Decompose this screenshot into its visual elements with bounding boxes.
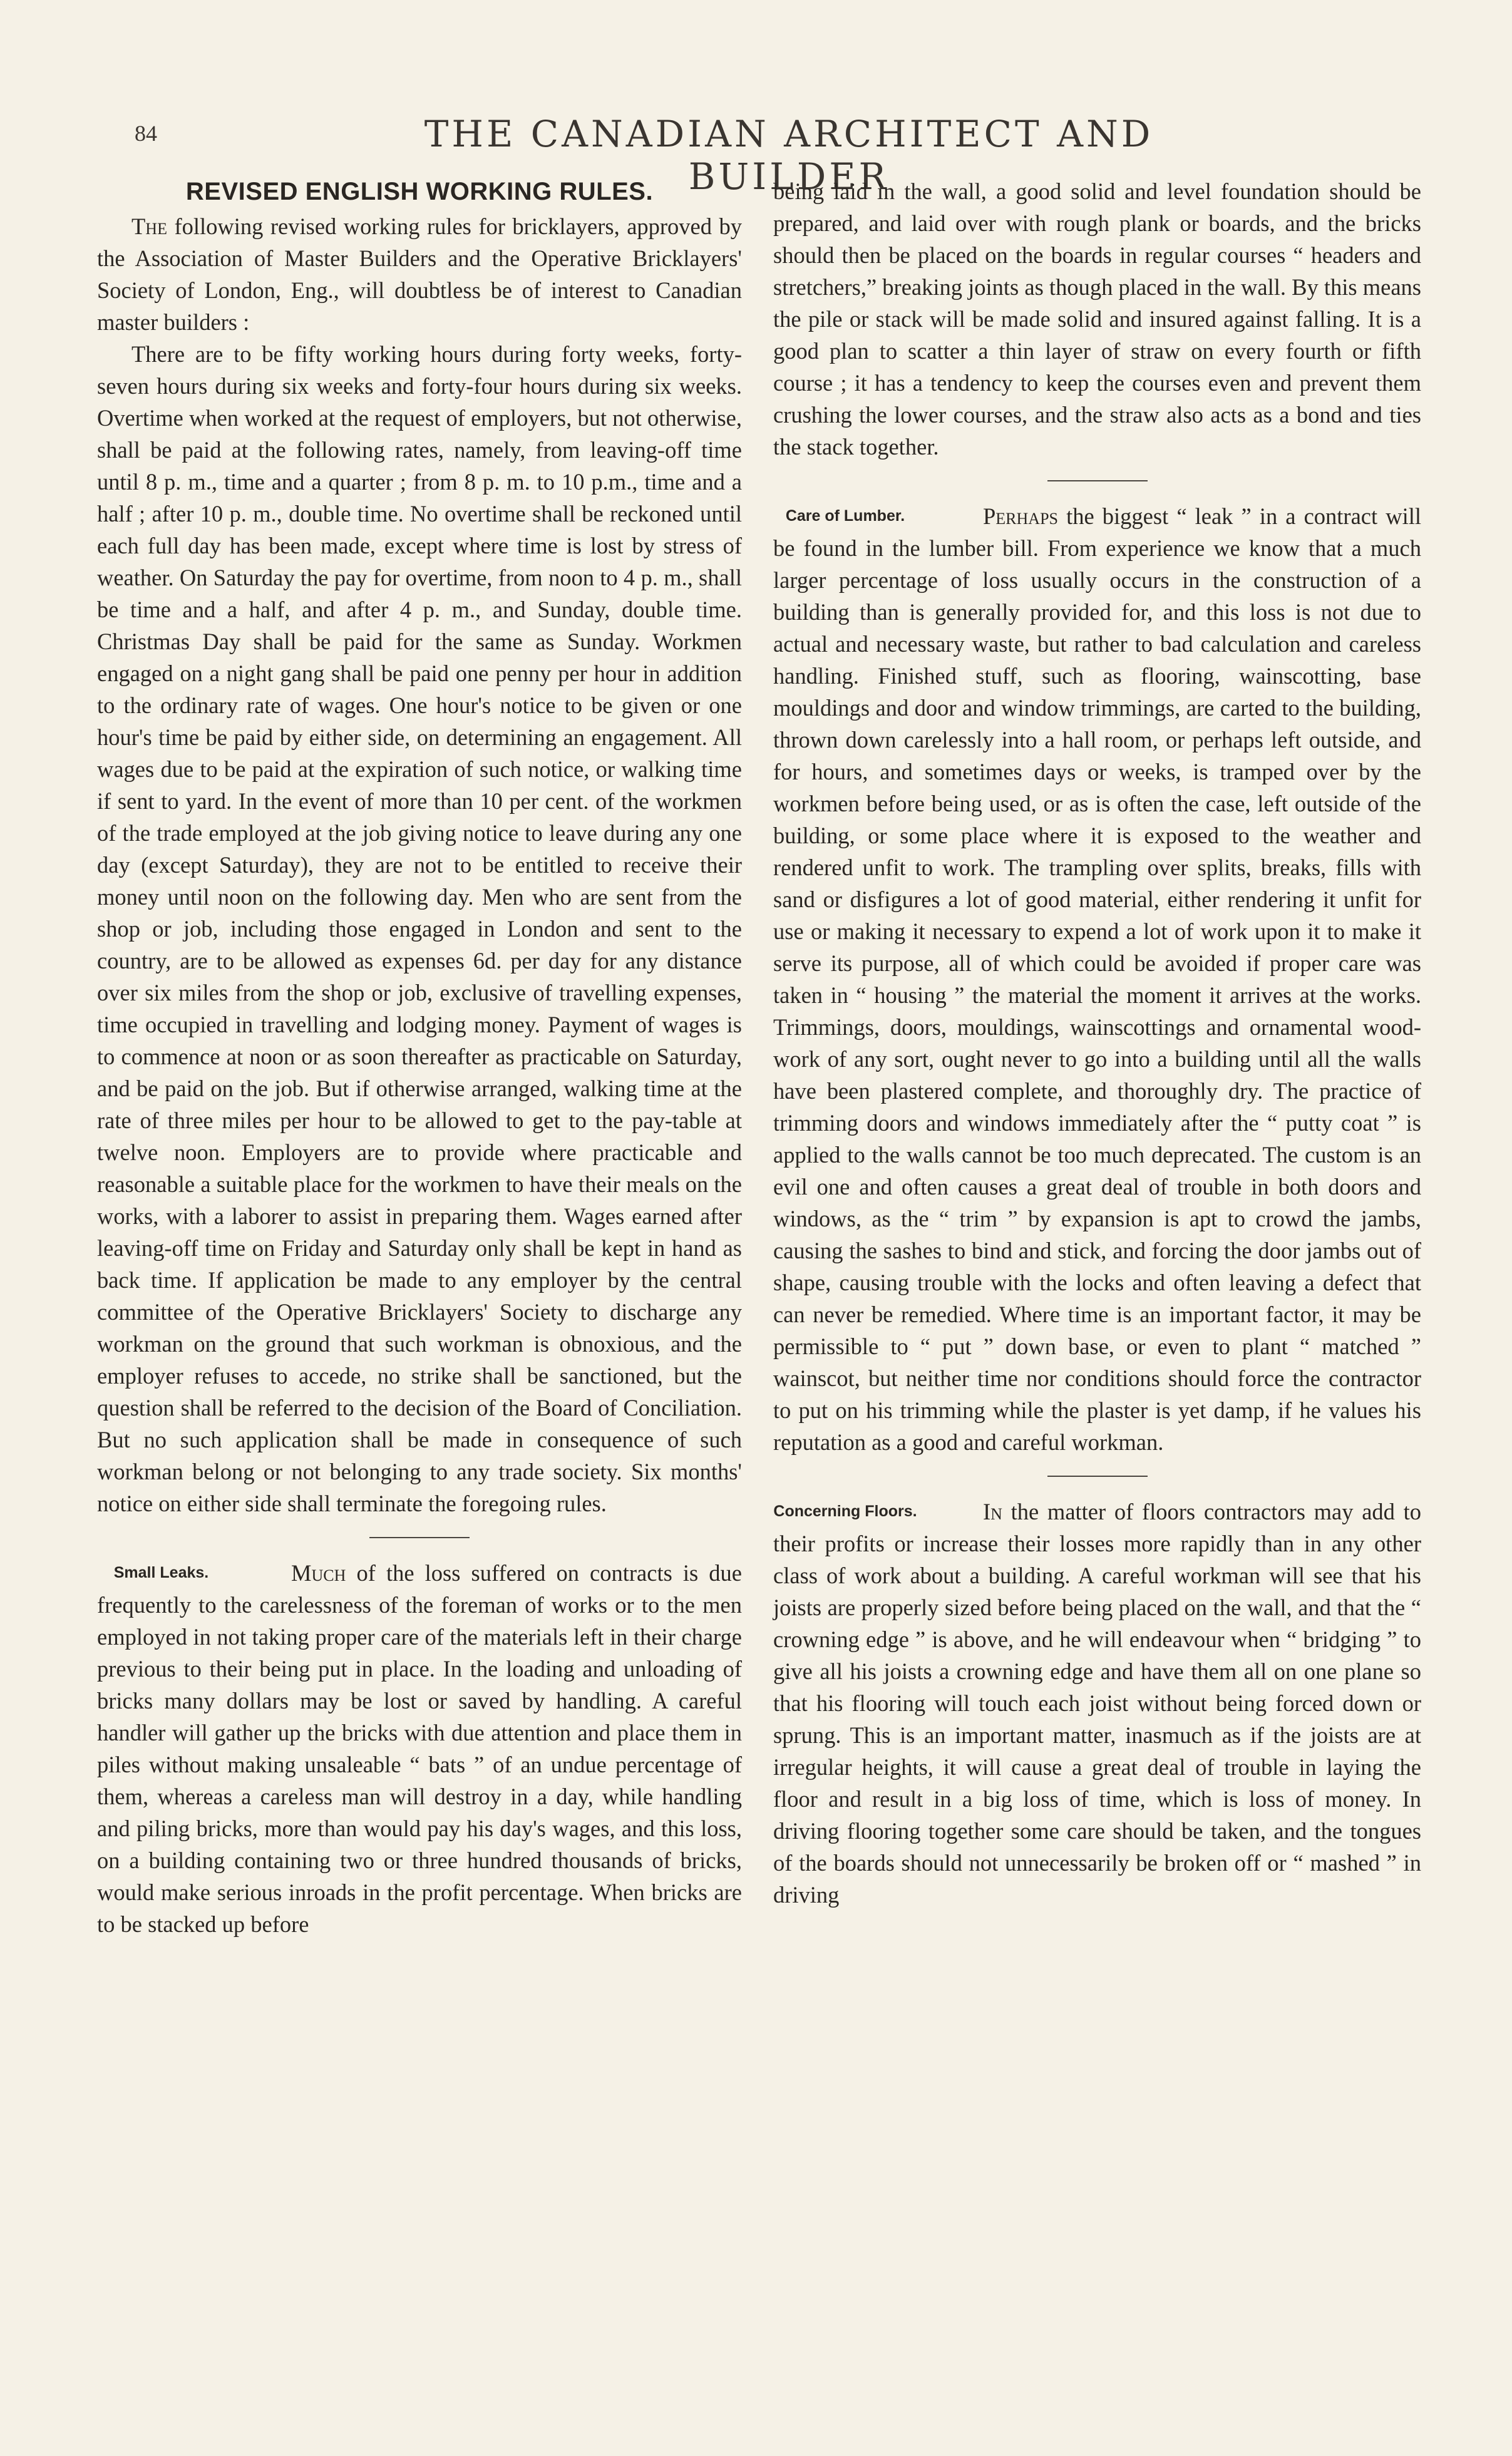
running-head: THE CANADIAN ARCHITECT AND BUILDER bbox=[424, 113, 1154, 198]
paragraph-text: the biggest “ leak ” in a contract will be found in the lumber bill. From experience we know that a much larger percentage of loss usually occurs in the construction of a building than is generally provided for, and this loss is not due to actual and necessary waste, but rather to bad calculation and careless handling. Finished stuff, such as flooring, wainscotting, base mouldings and door and window trimmings, are carted to the building, thrown down carelessly into a hall room, or perhaps left outside, and for hours, and sometimes days or weeks, is tramped over by the workmen before being used, or as is often the case, left outside of the building, or some place where it is exposed to the weather and rendered unfit to work. The trampling over splits, breaks, fills with sand or disfigures a lot of good material, either rendering it unfit for use or making it necessary to expend a lot of work upon it to make it serve its purpose, all of which could be avoided if proper care was taken in “ housing ” the material the moment it arrives at the works. Trimmings, doors, mouldings, wainscottings and ornamental wood-work of any sort, ought never to go into a building until all the walls have been plastered complete, and thoroughly dry. The practice of trimming doors and windows immediately after the “ putty coat ” is applied to the walls cannot be too much deprecated. The custom is an evil one and often causes a great deal of trouble in both doors and windows, as the “ trim ” by expansion is apt to crowd the jambs, causing the sashes to bind and stick, and forcing the door jambs out of shape, causing trouble with the locks and often leaving a defect that can never be remedied. Where time is an important factor, it may be permissible to “ put ” down base, or even to plant “ matched ” wainscot, but neither time nor conditions should force the contractor to put on his trimming while the plaster is yet damp, if he values his reputation as a good and careful workman. bbox=[773, 503, 1422, 1455]
paragraph-text: following revised working rules for bricklayers, approved by the Association of Master Builders and the Operative Bricklayers' Society of London, Eng., will doubtless be of interest to Canadian master builders : bbox=[97, 213, 742, 335]
lead-word: In bbox=[983, 1499, 1002, 1524]
page-number: 84 bbox=[135, 121, 157, 146]
section-care-of-lumber bbox=[773, 500, 1421, 1458]
care-of-lumber-paragraph bbox=[773, 500, 1421, 1458]
section-concerning-floors bbox=[773, 1496, 1421, 1911]
lead-word: Much bbox=[291, 1560, 346, 1586]
lead-word: Perhaps bbox=[983, 503, 1058, 529]
left-column bbox=[97, 175, 742, 1940]
section-divider bbox=[1047, 480, 1148, 481]
concerning-floors-paragraph bbox=[773, 1496, 1421, 1911]
article-paragraph-1 bbox=[97, 210, 742, 338]
small-leaks-continued: being laid in the wall, a good solid and level foundation should be prepared, and laid over with rough plank or boards, and the bricks should then be placed on the boards in regular courses “ headers and stretchers,” breaking joints as though placed in the wall. By this means the pile or stack will be made solid and insured against falling. It is a good plan to scatter a thin layer of straw on every fourth or fifth course ; it has a tendency to keep the courses even and prevent them crushing the lower courses, and the straw also acts as a bond and ties the stack together. bbox=[773, 178, 1421, 460]
side-head-small-leaks: Small Leaks. bbox=[113, 1564, 209, 1581]
side-head-care-of-lumber: Care of Lumber. bbox=[785, 507, 905, 525]
section-divider bbox=[369, 1537, 470, 1538]
lead-word: The bbox=[131, 213, 167, 239]
article-paragraph-2: There are to be fifty working hours during forty weeks, forty-seven hours during six weeks and forty-four hours during six weeks. Overtime when worked at the request of employers, but not otherwise, shall be paid at the following rates, namely, from leaving-off time until 8 p. m., time and a quarter ; from 8 p. m. to 10 p.m., time and a half ; after 10 p. m., double time. No overtime shall be reckoned until each full day has been made, except where time is lost by stress of weather. On Saturday the pay for overtime, from noon to 4 p. m., shall be time and a half, and after 4 p. m., and Sunday, double time. Christmas Day shall be paid for the same as Sunday. Workmen engaged on a night gang shall be paid one penny per hour in addition to the ordinary rate of wages. One hour's notice to be given or one hour's time be paid by either side, on determining an engagement. All wages due to be paid at the expiration of such notice, or walking time if sent to yard. In the event of more than 10 per cent. of the workmen of the trade employed at the job giving notice to leave during any one day (except Saturday), they are not to be entitled to receive their money until noon on the following day. Men who are sent from the shop or job, including those engaged in London and sent to the country, are to be allowed as expenses 6d. per day for any distance over six miles from the shop or job, exclusive of travelling expenses, time occupied in travelling and lodging money. Payment of wages is to commence at noon or as soon thereafter as practicable on Saturday, and be paid on the job. But if otherwise arranged, walking time at the rate of three miles per hour to be allowed to get to the pay-table at twelve noon. Employers are to provide where practicable and reasonable a suitable place for the workmen to have their meals on the works, with a laborer to assist in preparing them. Wages earned after leaving-off time on Friday and Saturday only shall be kept in hand as back time. If application be made to any employer by the central committee of the Operative Bricklayers' Society to discharge any workman on the ground that such workman is obnoxious, and the employer refuses to accede, no strike shall be sanctioned, but the question shall be referred to the decision of the Board of Conciliation. But no such application shall be made in consequence of such workman belong or not belonging to any trade society. Six months' notice on either side shall terminate the foregoing rules. bbox=[97, 341, 742, 1516]
side-head-concerning-floors: Concerning Floors. bbox=[773, 1503, 917, 1520]
article-title: REVISED ENGLISH WORKING RULES. bbox=[185, 178, 654, 205]
section-divider bbox=[1047, 1476, 1148, 1477]
right-column bbox=[773, 175, 1421, 1911]
paragraph-text: of the loss suffered on contracts is due frequently to the carelessness of the foreman of works or to the men employed in not taking proper care of the materials left in their charge previous to their being put in place. In the loading and unloading of bricks many dollars may be lost or saved by handling. A careful handler will gather up the bricks with due attention and place them in piles without making unsaleable “ bats ” of an undue percentage of them, whereas a careless man will destroy in a day, while handling and piling bricks, more than would pay his day's wages, and this loss, on a building containing two or three hundred thousands of bricks, would make serious inroads in the profit percentage. When bricks are to be stacked up before bbox=[97, 1560, 743, 1937]
small-leaks-paragraph bbox=[97, 1557, 742, 1940]
section-small-leaks bbox=[97, 1557, 742, 1940]
paragraph-text: the matter of floors contractors may add to their profits or increase their losses more rapidly than in any other class of work about a building. A careful workman will see that his joists are properly sized before being placed on the wall, and that the “ crowning edge ” is above, and he will endeavour when “ bridging ” to give all his joists a crowning edge and have them all on one plane so that his flooring will touch each joist without being forced down or sprung. This is an important matter, inasmuch as if the joists are at irregular heights, it will cause a great deal of trouble in laying the floor and result in a big loss of time, which is loss of money. In driving flooring together some care should be taken, and the tongues of the boards should not unnecessarily be broken off or “ mashed ” in driving bbox=[773, 1499, 1421, 1908]
